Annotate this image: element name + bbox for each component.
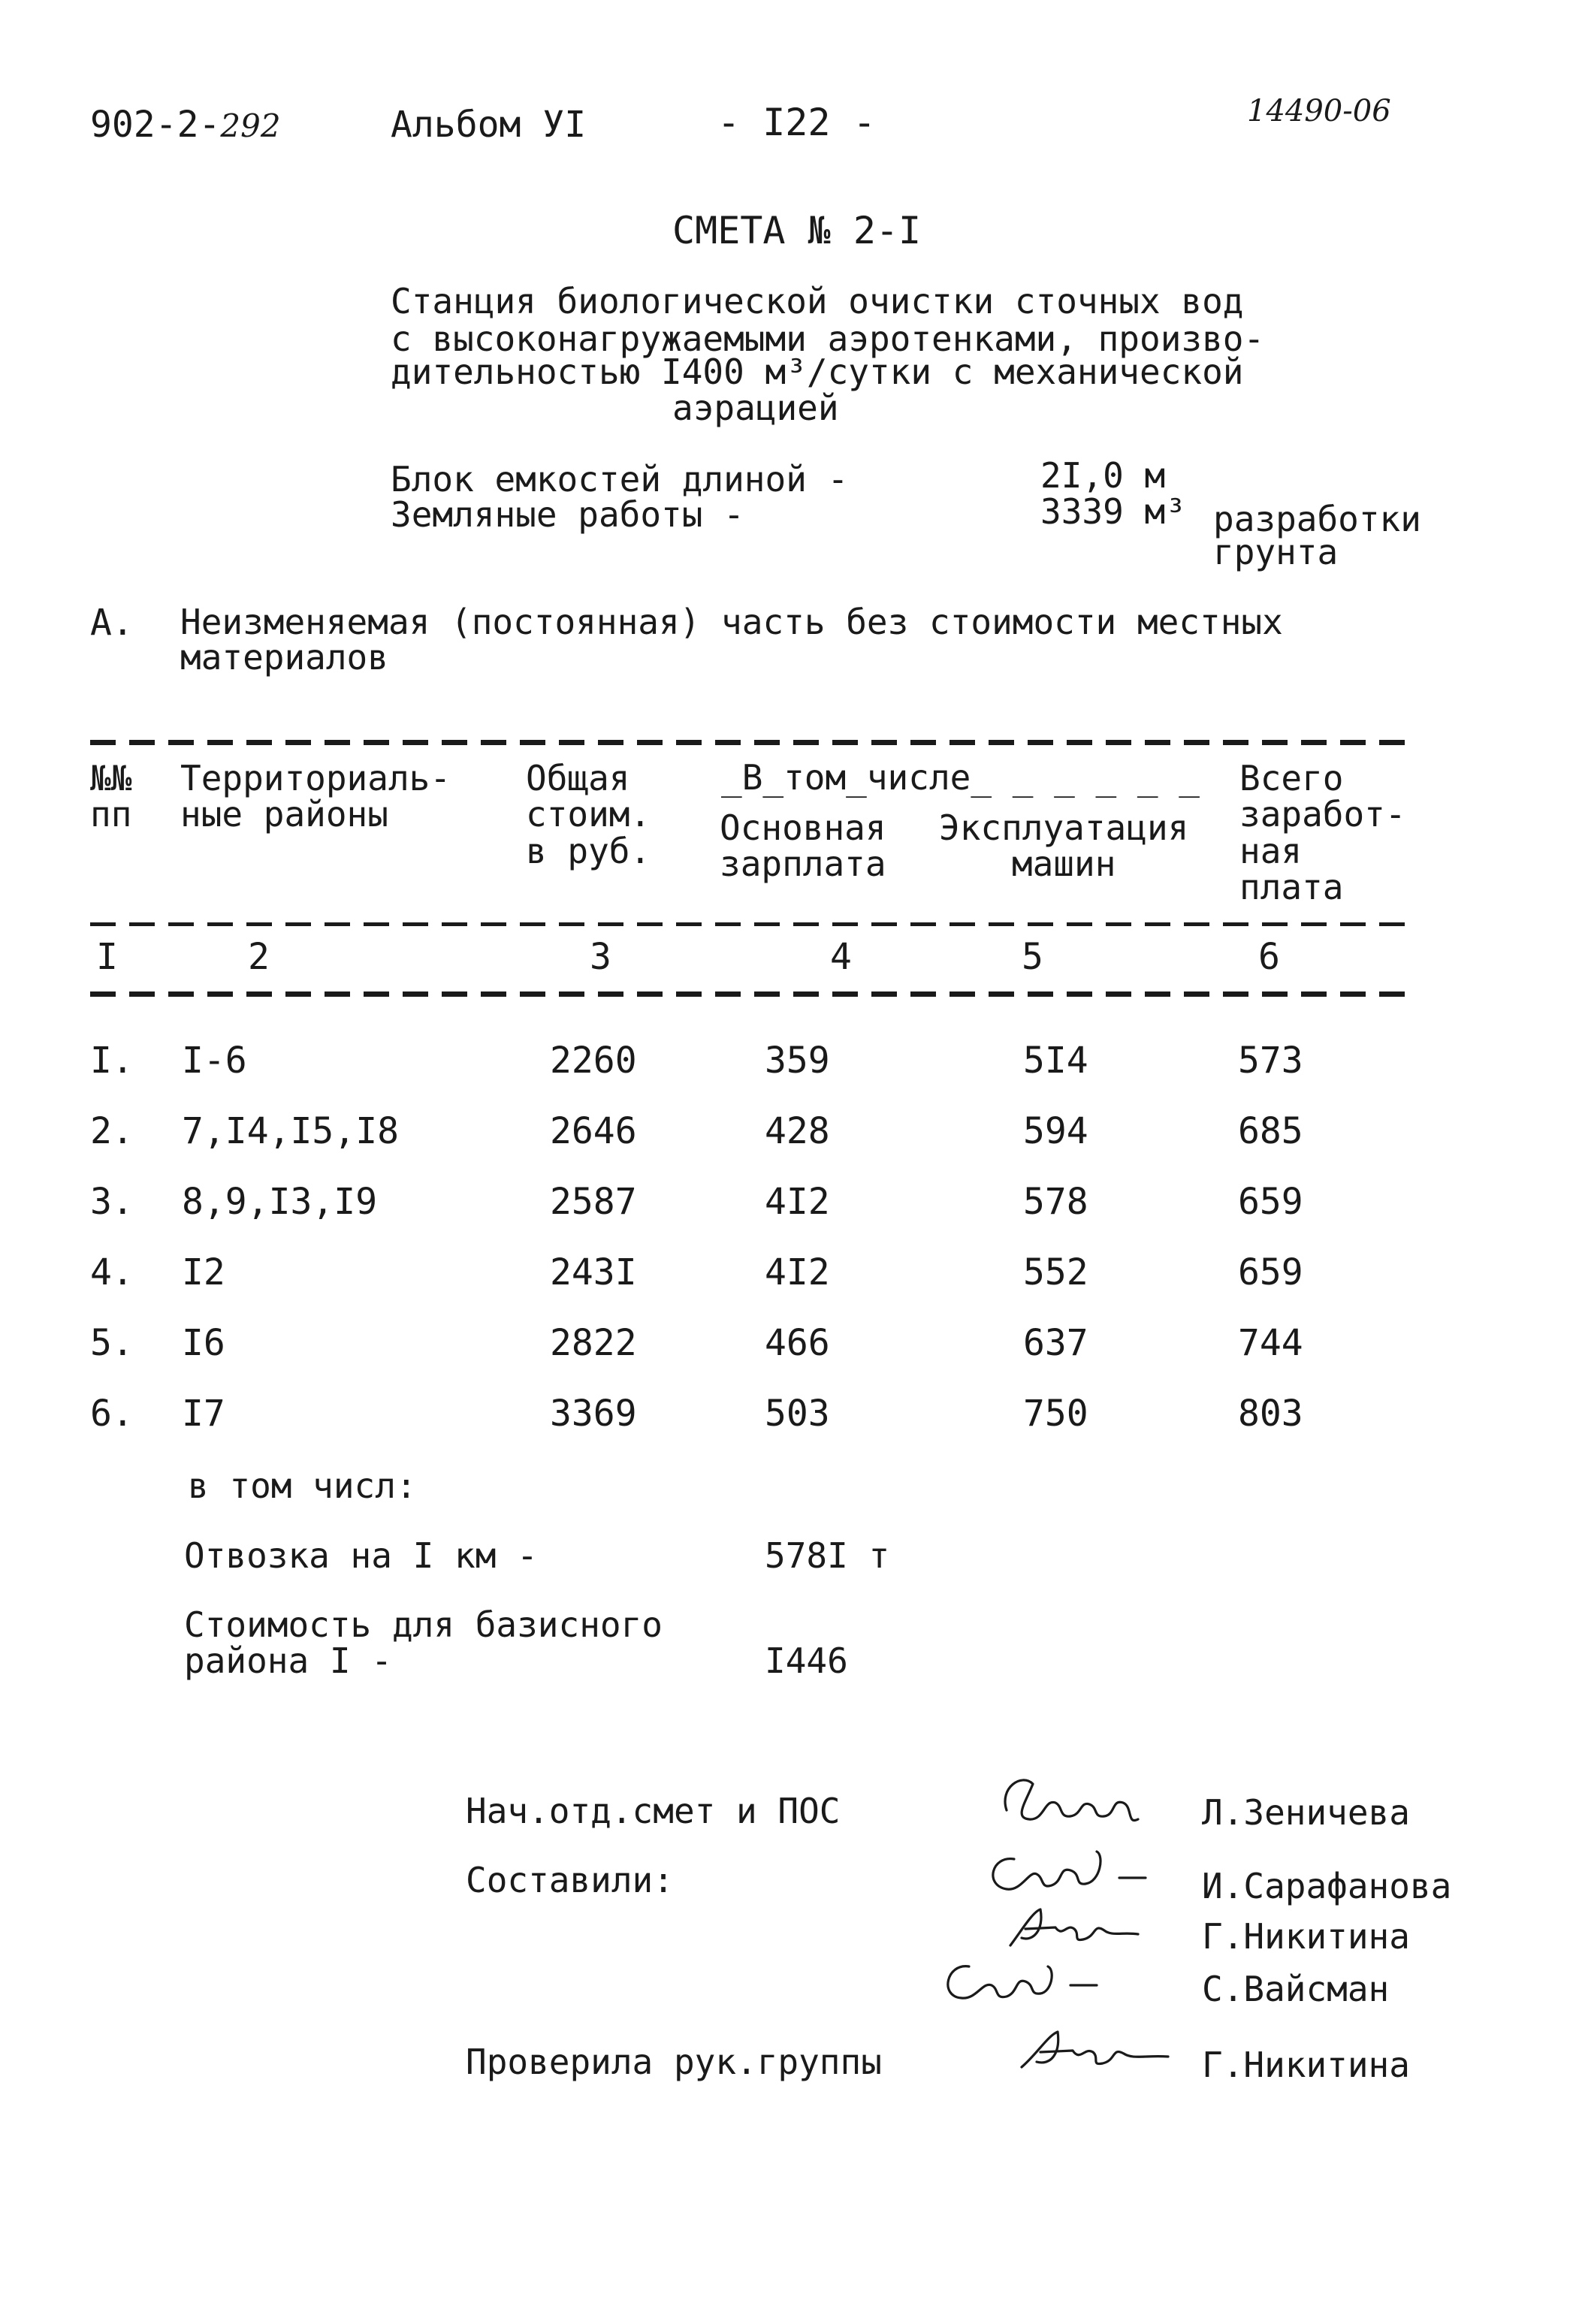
table-header-rule (90, 922, 1412, 926)
row-total-salary: 685 (1238, 1110, 1303, 1152)
row-salary: 428 (765, 1110, 830, 1152)
row-machines: 5I4 (1023, 1040, 1088, 1082)
description-line-4: аэрацией (672, 388, 839, 428)
row-total-salary: 659 (1238, 1251, 1303, 1293)
table-top-rule (90, 740, 1412, 745)
header-total: Общая стоим. в руб. (526, 758, 651, 871)
header-num: №№ пп (90, 758, 132, 835)
row-salary: 503 (765, 1393, 830, 1435)
table-numbers-rule (90, 991, 1412, 997)
col-number-2: 2 (248, 936, 270, 978)
header-salary: Основная зарплата (720, 807, 886, 885)
row-total: 2587 (550, 1181, 637, 1223)
checked-label: Проверила рук.группы (466, 2042, 882, 2082)
row-num: I. (90, 1040, 134, 1082)
header-region: Территориаль- ные районы (180, 758, 451, 835)
row-region: I2 (182, 1251, 225, 1293)
col-number-1: I (96, 936, 118, 978)
row-machines: 637 (1023, 1322, 1088, 1364)
row-total: 2260 (550, 1040, 637, 1082)
row-salary: 4I2 (765, 1181, 830, 1223)
section-a-line-1: Неизменяемая (постоянная) часть без стоимости местных (180, 602, 1283, 642)
col-number-6: 6 (1258, 936, 1280, 978)
compiler-signature-2 (992, 1900, 1157, 1957)
row-salary: 4I2 (765, 1251, 830, 1293)
description-line-3: дительностью I400 м³/сутки с механической (391, 352, 1244, 392)
transport-value: 578I т (765, 1535, 890, 1576)
row-salary: 466 (765, 1322, 830, 1364)
row-total-salary: 573 (1238, 1040, 1303, 1082)
section-a-marker: А. (90, 602, 134, 644)
page-number: - I22 - (717, 101, 876, 144)
base-cost-label-1: Стоимость для базисного (184, 1604, 663, 1645)
param-block-label: Блок емкостей длиной - (391, 459, 849, 500)
checked-signature (1007, 2021, 1187, 2077)
compiler-name-1: И.Сарафанова (1202, 1866, 1452, 1906)
param-earth-label: Земляные работы - (391, 494, 744, 535)
row-total: 2646 (550, 1110, 637, 1152)
row-machines: 552 (1023, 1251, 1088, 1293)
row-machines: 750 (1023, 1393, 1088, 1435)
document-title: СМЕТА № 2-I (672, 209, 922, 252)
compiler-name-3: С.Вайсман (1202, 1969, 1390, 2009)
row-total-salary: 659 (1238, 1181, 1303, 1223)
album-label: Альбом УI (391, 104, 587, 146)
row-region: I7 (182, 1393, 225, 1435)
compiler-signature-3 (931, 1951, 1112, 2012)
project-code: 902-2-292 (90, 104, 281, 146)
row-num: 5. (90, 1322, 134, 1364)
col-number-4: 4 (830, 936, 852, 978)
row-region: I6 (182, 1322, 225, 1364)
param-earth-extra-2: грунта (1213, 532, 1339, 572)
compiler-name-2: Г.Никитина (1202, 1916, 1410, 1957)
row-region: I-6 (182, 1040, 247, 1082)
col-number-5: 5 (1022, 936, 1043, 978)
base-cost-label-2: района I - (184, 1640, 392, 1681)
param-earth-value: 3339 м³ (1040, 491, 1186, 532)
head-label: Нач.отд.смет и ПОС (466, 1791, 841, 1831)
description-line-1: Станция биологической очистки сточных вод (391, 281, 1244, 321)
row-total-salary: 803 (1238, 1393, 1303, 1435)
header-machines: Эксплуатация машин (939, 807, 1189, 885)
row-total-salary: 744 (1238, 1322, 1303, 1364)
checked-name: Г.Никитина (1202, 2045, 1410, 2085)
row-num: 3. (90, 1181, 134, 1223)
row-num: 4. (90, 1251, 134, 1293)
section-a-line-2: материалов (180, 637, 388, 678)
base-cost-value: I446 (765, 1640, 848, 1681)
transport-label: Отвозка на I км - (184, 1535, 538, 1576)
header-total-salary: Всего заработ- ная плата (1239, 758, 1406, 907)
col-number-3: 3 (590, 936, 611, 978)
including-label: в том числ: (188, 1465, 417, 1506)
project-code-handwritten: 292 (220, 107, 281, 144)
param-earth-extra-1: разработки (1213, 499, 1421, 539)
row-num: 2. (90, 1110, 134, 1152)
row-machines: 594 (1023, 1110, 1088, 1152)
row-region: 8,9,I3,I9 (182, 1181, 378, 1223)
param-block-value: 2I,0 м (1040, 455, 1166, 496)
row-region: 7,I4,I5,I8 (182, 1110, 399, 1152)
header-including: _В_том_числе_ _ _ _ _ _ (721, 757, 1200, 798)
head-name: Л.Зеничева (1202, 1792, 1410, 1833)
description-line-2: с высоконагружаемыми аэротенками, произво- (391, 318, 1265, 359)
compiler-signature-1 (977, 1840, 1157, 1904)
row-salary: 359 (765, 1040, 830, 1082)
head-signature (992, 1765, 1157, 1833)
document-number: 14490-06 (1247, 94, 1391, 128)
row-num: 6. (90, 1393, 134, 1435)
row-total: 243I (550, 1251, 637, 1293)
row-total: 2822 (550, 1322, 637, 1364)
compiled-label: Составили: (466, 1860, 674, 1900)
row-total: 3369 (550, 1393, 637, 1435)
row-machines: 578 (1023, 1181, 1088, 1223)
